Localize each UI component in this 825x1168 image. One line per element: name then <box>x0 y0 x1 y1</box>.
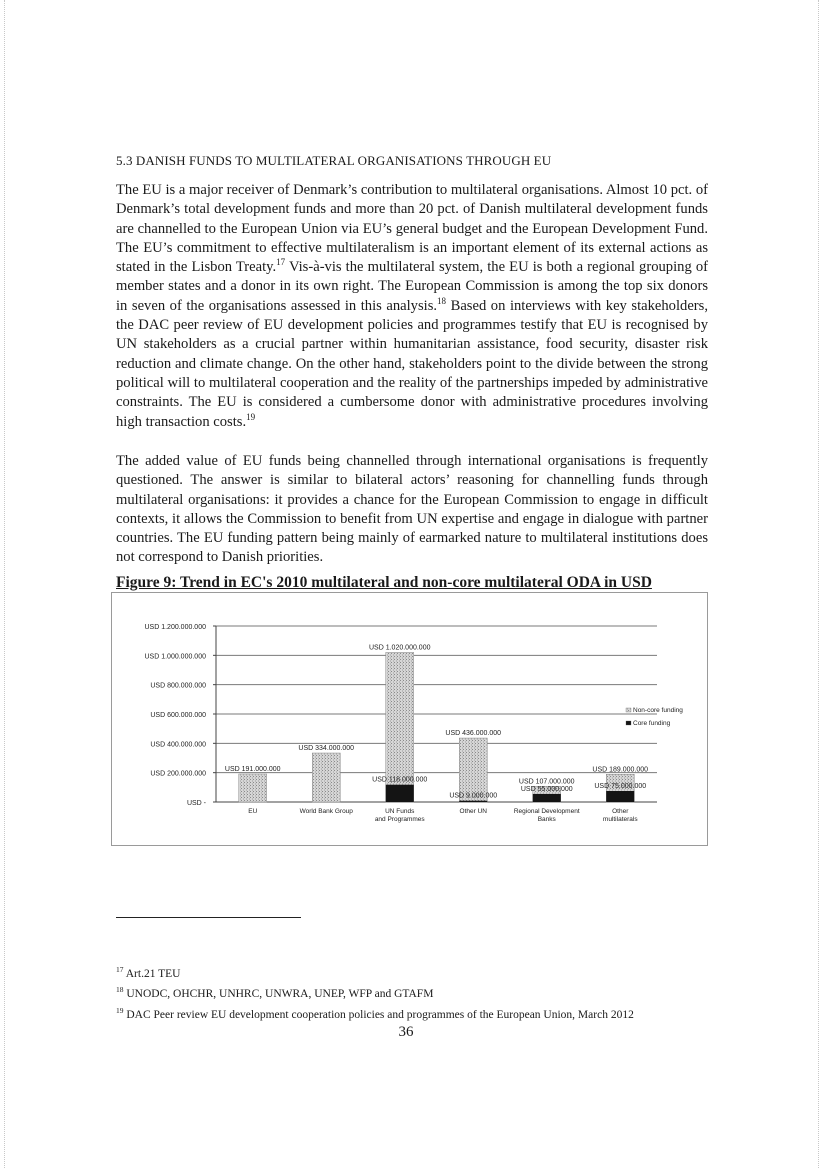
data-label-non-core: USD 1.020.000.000 <box>369 644 431 652</box>
x-category-label: Regional Development <box>513 808 580 815</box>
legend-label: Core funding <box>633 720 671 727</box>
footnote-ref: 18 <box>437 295 447 306</box>
paragraph-text: Based on interviews with key stakeholders, the DAC peer review of EU development policies and programmes testify that EU is recognised by UN stakeholders as a crucial partner within humanitarian assistance, food security, disaster risk reduction and climate change. On the other hand, stakeholders point to the divide between the strong political will to multilateral cooperation and the reality of the partnerships impeded by administrative constraints. The EU is considered a cumbersome donor with administrative procedures involving high transaction costs. <box>116 297 708 430</box>
footnote-separator <box>116 917 301 918</box>
y-tick-label: USD 1.200.000.000 <box>144 624 206 631</box>
figure-title: Figure 9: Trend in EC's 2010 multilateral and non-core multilateral ODA in USD <box>116 574 652 591</box>
x-category-label: Banks <box>537 816 556 823</box>
bar-non-core <box>239 774 267 802</box>
data-label-core: USD 9.000.000 <box>449 792 498 800</box>
paragraph-text: The added value of EU funds being channelled through international organisations is frequently questioned. The answer is similar to bilateral actors’ reasoning for channelling funds through multilateral organisations: it provides a chance for the European Commission to engage in difficult contexts, it allows the Commission to benefit from UN expertise and engage in dialogue with partner countries. The EU funding pattern being mainly of earmarked nature to multilateral institutions does not correspond to Danish priorities. <box>116 453 708 566</box>
footnotes <box>116 962 634 1023</box>
data-label-non-core: USD 334.000.000 <box>298 745 355 753</box>
legend-swatch <box>626 708 631 712</box>
data-label-non-core: USD 191.000.000 <box>224 765 281 773</box>
y-tick-label: USD 1.000.000.000 <box>144 653 206 661</box>
data-label-non-core: USD 107.000.000 <box>518 778 575 786</box>
x-category-label: EU <box>248 808 258 815</box>
page-number: 36 <box>398 1024 414 1040</box>
footnote-18: $^{18}$ UNODC, OHCHR, UNHRC, UNWRA, UNEP, WFP and GTAFM <box>116 985 434 1001</box>
data-label-core: USD 55.000.000 <box>520 785 573 793</box>
data-label-non-core: USD 436.000.000 <box>445 730 502 738</box>
x-category-label: multilaterals <box>602 816 638 823</box>
x-category-label: UN Funds <box>385 808 415 815</box>
paragraph-1 <box>116 181 708 432</box>
legend-label: Non-core funding <box>633 707 683 714</box>
footnote-ref: 19 <box>246 411 256 422</box>
footnote-ref: 17 <box>276 257 286 268</box>
y-tick-label: USD 800.000.000 <box>150 682 206 690</box>
section-heading: 5.3 DANISH FUNDS TO MULTILATERAL ORGANISATIONS THROUGH EU <box>116 153 552 168</box>
bar-non-core <box>312 753 340 802</box>
footnote-19: $^{19}$ DAC Peer review EU development cooperation policies and programmes of the European Union, March 2012 <box>116 1005 634 1021</box>
paragraph-text: The EU is a major receiver of Denmark’s contribution to multilateral organisations. Almost 10 pct. of Denmark’s total development funds and more than 20 pct. of Danish multilateral development funds are channelled to the European Union via EU’s general budget and the European Development Fund. The EU’s commitment to effective multilateralism is an important element of its external actions as stated in the Lisbon Treaty. <box>116 182 708 276</box>
paragraph-2 <box>116 452 708 568</box>
y-tick-label: USD 400.000.000 <box>150 741 206 749</box>
footnote-17: $^{17}$ Art.21 TEU <box>116 965 181 980</box>
y-tick-label: USD - <box>186 800 206 807</box>
paragraph-text: Vis-à-vis the multilateral system, the EU is both a regional grouping of member states and a donor in its own right. The European Commission is among the top six donors in seven of the organisations assessed in this analysis. <box>116 259 708 314</box>
legend-swatch <box>626 721 631 725</box>
x-category-label: World Bank Group <box>299 808 353 815</box>
y-tick-label: USD 600.000.000 <box>150 712 206 719</box>
y-tick-label: USD 200.000.000 <box>150 770 206 778</box>
x-category-label: and Programmes <box>374 816 425 823</box>
bar-core <box>459 801 487 802</box>
bar-chart <box>112 593 707 845</box>
page-edge-right <box>818 0 820 1168</box>
x-category-label: Other UN <box>459 808 487 815</box>
bar-core <box>606 791 634 802</box>
bar-core <box>386 785 414 802</box>
x-category-label: Other <box>612 808 629 815</box>
page-edge-left <box>4 0 6 1168</box>
data-label-core: USD 118.000.000 <box>372 776 428 784</box>
bar-core <box>533 794 561 802</box>
data-label-non-core: USD 189.000.000 <box>592 766 649 774</box>
figure-9-chart <box>111 592 708 846</box>
data-label-core: USD 75.000.000 <box>594 783 647 790</box>
